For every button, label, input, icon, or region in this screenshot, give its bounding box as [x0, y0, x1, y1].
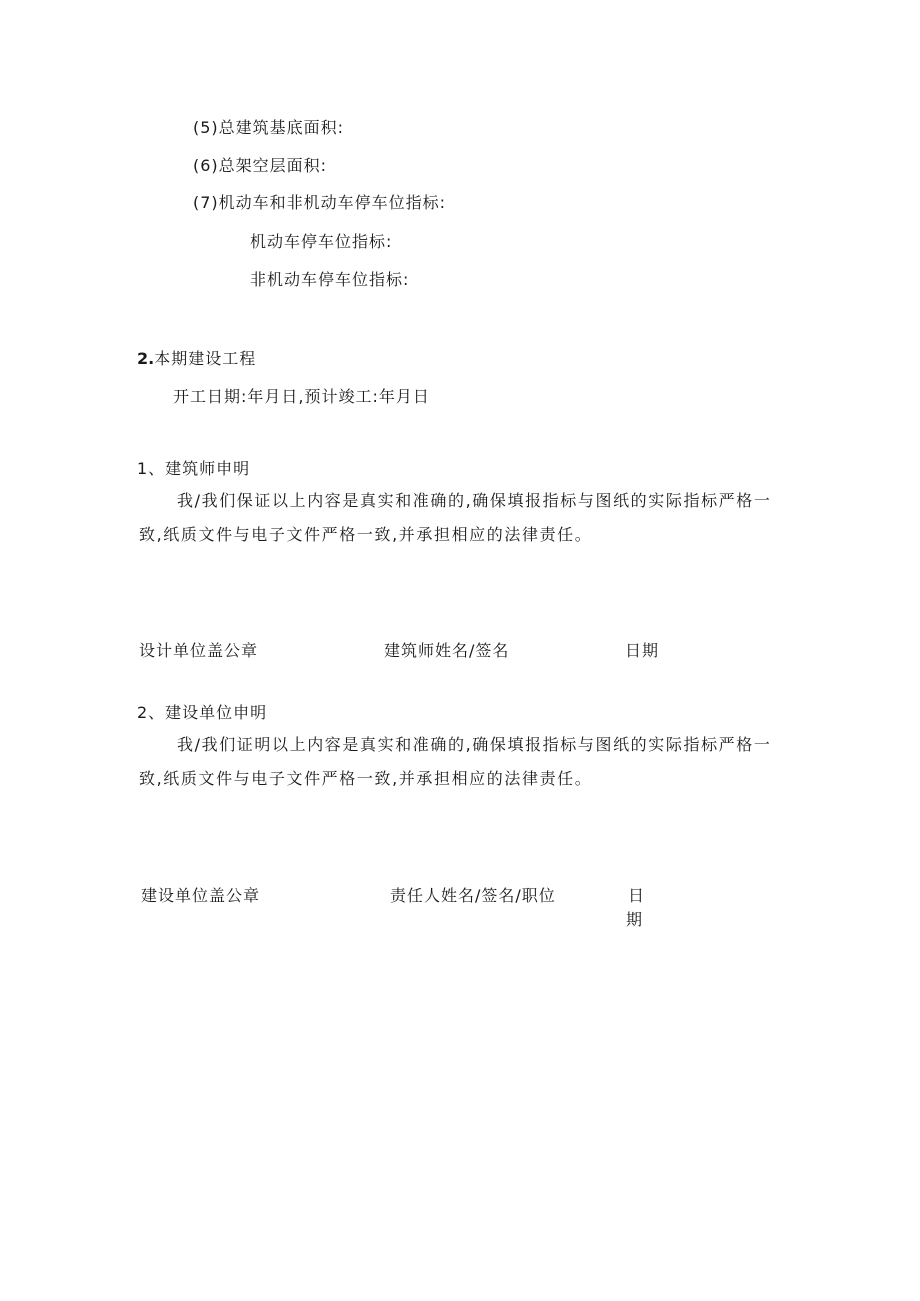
phase-heading	[137, 348, 256, 370]
phase-heading-text: 本期建设工程	[154, 349, 257, 368]
construction-dates: 开工日期:年月日,预计竣工:年月日	[173, 387, 430, 406]
nonmotor-parking-indicator: 非机动车停车位指标:	[250, 270, 410, 289]
item-6-total-stilt-floor-area: (6)总架空层面积:	[193, 156, 328, 175]
owner-date-label-line1: 日	[628, 886, 646, 905]
architect-declaration-statement: 我/我们保证以上内容是真实和准确的,确保填报指标与图纸的实际指标严格一致,纸质文件与电子文件严格一致,并承担相应的法律责任。	[139, 491, 772, 544]
owner-declaration-heading: 2、建设单位申明	[137, 703, 268, 722]
architect-declaration-heading: 1、建筑师申明	[137, 459, 251, 478]
design-unit-seal-label: 设计单位盖公章	[139, 641, 259, 660]
owner-signature-row	[0, 885, 920, 935]
owner-date-label-line2: 期	[626, 910, 644, 929]
owner-unit-seal-label: 建设单位盖公章	[141, 886, 261, 905]
item-5-total-base-area: (5)总建筑基底面积:	[193, 118, 345, 137]
item-7-parking-indicators: (7)机动车和非机动车停车位指标:	[193, 193, 447, 212]
architect-signature-row	[0, 640, 920, 664]
architect-date-label: 日期	[625, 641, 660, 660]
responsible-person-label: 责任人姓名/签名/职位	[390, 886, 556, 905]
architect-name-signature-label: 建筑师姓名/签名	[384, 641, 510, 660]
owner-declaration-statement: 我/我们证明以上内容是真实和准确的,确保填报指标与图纸的实际指标严格一致,纸质文件与电子文件严格一致,并承担相应的法律责任。	[139, 735, 772, 788]
motor-parking-indicator: 机动车停车位指标:	[250, 232, 393, 251]
phase-heading-number: 2.	[137, 349, 155, 368]
